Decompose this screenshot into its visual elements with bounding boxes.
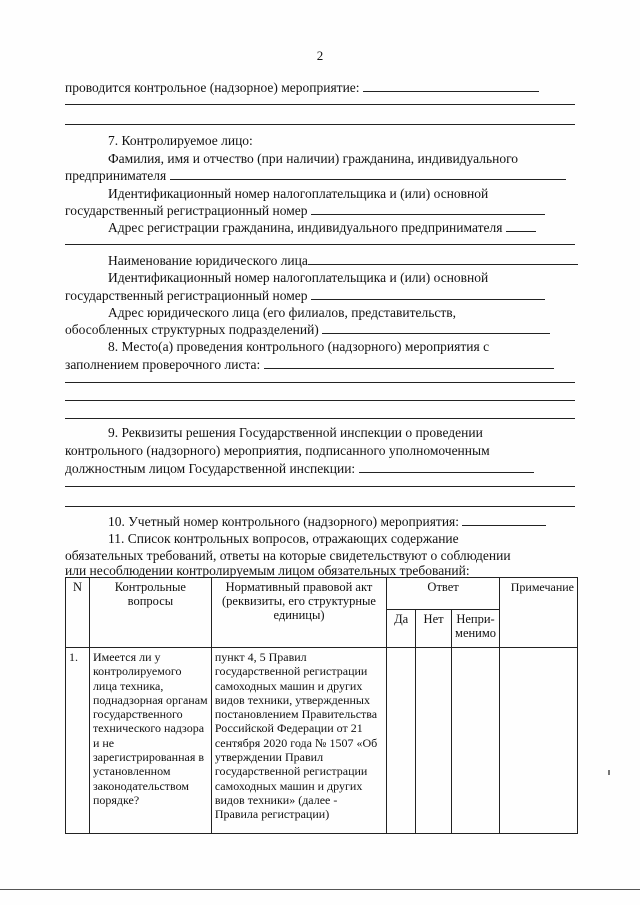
row-act: пункт 4, 5 Правил государственной регистрации самоходных машин и других видов техники, утвержденных постановлением Правительства Российской Федерации от 21 сентября 2020 года № 1507 «Об утверждении Правил государственной регистрации самоходных машин и других видов техники» (далее - Правила регистрации) — [211, 648, 386, 834]
item10-line: 10. Учетный номер контрольного (надзорного) мероприятия: — [108, 514, 575, 530]
header-questions: Контрольные вопросы — [89, 578, 211, 648]
header-no: Нет — [416, 610, 452, 648]
row-na-cell[interactable] — [452, 648, 500, 834]
header-act: Нормативный правовой акт (реквизиты, его структурные единицы) — [211, 578, 386, 648]
item11-line-3: или несоблюдении контролируемым лицом обязательных требований: — [65, 563, 470, 578]
item9-line-3: должностным лицом Государственной инспекции: — [65, 461, 575, 477]
table-row — [66, 648, 578, 834]
item11-line-2: обязательных требований, ответы на которые свидетельствуют о соблюдении — [65, 548, 511, 563]
fill-line — [65, 244, 575, 245]
item11-line: 11. Список контрольных вопросов, отражающих содержание — [108, 531, 459, 546]
header-answer: Ответ — [387, 578, 500, 610]
item7-title: 7. Контролируемое лицо: — [108, 133, 253, 148]
fill-line — [65, 486, 575, 487]
item7-legal-address-cont: обособленных структурных подразделений) — [65, 322, 575, 338]
item7-inn-cont: государственный регистрационный номер — [65, 203, 575, 219]
item8-cont: заполнением проверочного листа: — [65, 357, 575, 373]
fill-line — [65, 104, 575, 105]
scan-mark — [608, 770, 610, 775]
item7-inn2-line: Идентификационный номер налогоплательщика и (или) основной — [108, 270, 489, 285]
item7-address: Адрес регистрации гражданина, индивидуального предпринимателя — [108, 220, 575, 236]
item9-line: 9. Реквизиты решения Государственной инспекции о проведении — [108, 425, 483, 440]
row-no-cell[interactable] — [416, 648, 452, 834]
header-na: Непри-менимо — [452, 610, 500, 648]
item7-fio-cont: предпринимателя — [65, 168, 575, 184]
page-number: 2 — [316, 48, 324, 63]
row-yes-cell[interactable] — [387, 648, 416, 834]
fill-line — [65, 418, 575, 419]
header-note: Примечание — [500, 578, 578, 648]
intro-line: проводится контрольное (надзорное) мероприятие: — [65, 80, 575, 96]
row-number: 1. — [66, 648, 90, 834]
fill-line — [65, 400, 575, 401]
item7-inn-line: Идентификационный номер налогоплательщика и (или) основной — [108, 186, 489, 201]
row-note-cell[interactable] — [500, 648, 578, 834]
item7-legal-address: Адрес юридического лица (его филиалов, представительств, — [108, 305, 457, 320]
fill-line — [65, 506, 575, 507]
header-n: N — [66, 578, 90, 648]
item7-legal-name: Наименование юридического лица — [108, 253, 575, 269]
item7-inn2-cont: государственный регистрационный номер — [65, 288, 575, 304]
item8-line: 8. Место(а) проведения контрольного (надзорного) мероприятия с — [108, 339, 490, 354]
item9-line-2: контрольного (надзорного) мероприятия, подписанного уполномоченным — [65, 443, 490, 458]
page-bottom-edge — [0, 889, 640, 890]
fill-line — [65, 382, 575, 383]
header-yes: Да — [387, 610, 416, 648]
fill-line — [65, 124, 575, 125]
row-question: Имеется ли у контролируемого лица техника, поднадзорная органам государственного технического надзора и не зарегистрированная в установленном законодательством порядке? — [89, 648, 211, 834]
item7-fio-line: Фамилия, имя и отчество (при наличии) гражданина, индивидуального — [108, 151, 519, 166]
checklist-table — [65, 577, 578, 834]
